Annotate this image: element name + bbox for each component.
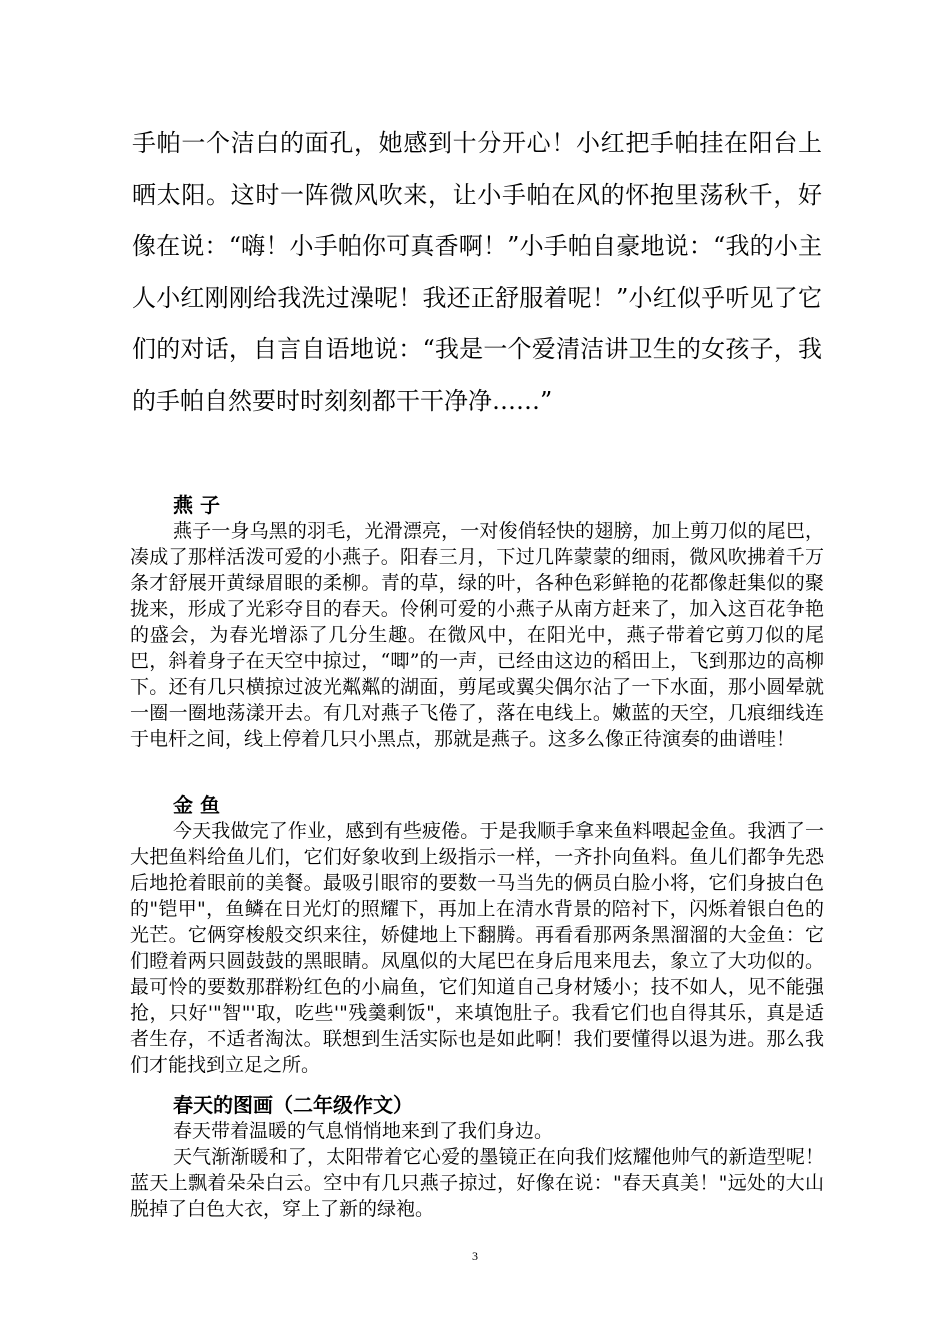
story-goldfish (130, 792, 824, 1078)
story-title: 燕 子 (173, 493, 220, 517)
intro-section (132, 118, 822, 427)
story-paragraph: 燕子一身乌黑的羽毛，光滑漂亮，一对俊俏轻快的翅膀，加上剪刀似的尾巴，凑成了那样活泼可爱的小燕子。阳春三月，下过几阵蒙蒙的细雨，微风吹拂着千万条才舒展开黄绿眉眼的柔柳。青的草，绿的叶，各种色彩鲜艳的花都像赶集似的聚拢来，形成了光彩夺目的春天。伶俐可爱的小燕子从南方赶来了，加入这百花争艳的盛会，为春光增添了几分生趣。在微风中，在阳光中，燕子带着它剪刀似的尾巴，斜着身子在天空中掠过，“唧”的一声，已经由这边的稻田上，飞到那边的高柳下。还有几只横掠过波光粼粼的湖面，剪尾或翼尖偶尔沾了一下水面，那小圆晕就一圈一圈地荡漾开去。有几对燕子飞倦了，落在电线上。嫩蓝的天空，几痕细线连于电杆之间，线上停着几只小黑点，那就是燕子。这多么像正待演奏的曲谱哇！ (130, 520, 824, 750)
story-body (130, 818, 824, 1078)
story-body (130, 518, 824, 752)
story-title: 金 鱼 (173, 793, 220, 817)
intro-paragraph: 手帕一个洁白的面孔，她感到十分开心！小红把手帕挂在阳台上晒太阳。这时一阵微风吹来，让小手帕在风的怀抱里荡秋千，好像在说：“嗨！小手帕你可真香啊！”小手帕自豪地说：“我的小主人小红刚刚给我洗过澡呢！我还正舒服着呢！”小红似乎听见了它们的对话，自言自语地说：“我是一个爱清洁讲卫生的女孩子，我的手帕自然要时时刻刻都干干净净……” (132, 129, 822, 415)
story-title: 春天的图画（二年级作文） (173, 1093, 413, 1117)
story-paragraph: 天气渐渐暖和了，太阳带着它心爱的墨镜正在向我们炫耀他帅气的新造型呢！蓝天上飘着朵朵白云。空中有几只燕子掠过，好像在说："春天真美！"远处的大山脱掉了白色大衣，穿上了新的绿袍。 (130, 1146, 824, 1220)
story-spring-picture (130, 1092, 824, 1222)
story-paragraph: 今天我做完了作业，感到有些疲倦。于是我顺手拿来鱼料喂起金鱼。我洒了一大把鱼料给鱼儿们，它们好象收到上级指示一样，一齐扑向鱼料。鱼儿们都争先恐后地抢着眼前的美餐。最吸引眼帘的要数一马当先的俩员白脸小将，它们身披白色的"铠甲"，鱼鳞在日光灯的照耀下，再加上在清水背景的陪衬下，闪烁着银白色的光芒。它俩穿梭般交织来往，娇健地上下翻腾。再看看那两条黑溜溜的大金鱼：它们瞪着两只圆鼓鼓的黑眼睛。凤凰似的大尾巴在身后甩来甩去，象立了大功似的。最可怜的要数那群粉红色的小扁鱼，它们知道自己身材矮小；技不如人，见不能强抢，只好'"智"'取，吃些'"残羹剩饭"，来填饱肚子。我看它们也自得其乐，真是适者生存，不适者淘汰。联想到生活实际也是如此啊！我们要懂得以退为进。那么我们才能找到立足之所。 (130, 820, 824, 1076)
story-swallow (130, 492, 824, 752)
story-paragraph: 春天带着温暖的气息悄悄地来到了我们身边。 (173, 1120, 554, 1142)
page-number: 3 (472, 1249, 478, 1263)
story-body (130, 1118, 824, 1222)
